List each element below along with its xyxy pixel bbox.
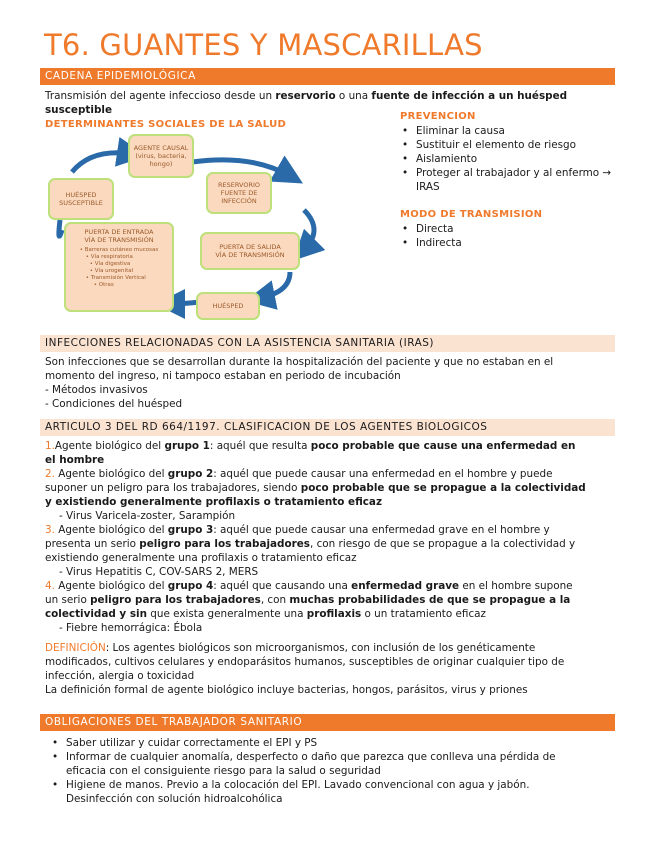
list-item: • Informar de cualquier anomalía, desperfecto o daño que parezca que conlleva una pérdida de eficacia con el consiguiente riesgo para la salud o seguridad (50, 750, 620, 778)
page-title: T6. GUANTES Y MASCARILLAS (44, 28, 483, 62)
list-item: • Eliminar la causa (400, 124, 611, 138)
obligaciones-list (50, 736, 620, 806)
grupo-3: 3. Agente biológico del grupo 3: aquél que puede causar una enfermedad grave en el hombre y (45, 524, 550, 536)
iras-body: Son infecciones que se desarrollan durante la hospitalización del paciente y que no estaban en el momento del ingreso, ni tampoco estaban en periodo de incubación - Métodos invasivos - Condiciones del huésped (45, 356, 554, 410)
list-item: • Indirecta (400, 236, 611, 250)
diagram-box-huesped: HUÉSPED (196, 292, 260, 320)
section-header-articulo: ARTICULO 3 DEL RD 664/1197. CLASIFICACION DE LOS AGENTES BIOLOGICOS (40, 419, 615, 436)
grupo-4: 4. Agente biológico del grupo 4: aquél que causando una enfermedad grave en el hombre supone (45, 580, 573, 592)
diagram-box-puerta-entrada: PUERTA DE ENTRADA VÍA DE TRANSMISIÓN • Barreras cutáneo mucosas • Vía respiratoria • Vía digestiva • Vía urogenital • Transmisión Vertical • Otras (64, 222, 174, 312)
section-header-obligaciones: OBLIGACIONES DEL TRABAJADOR SANITARIO (40, 714, 615, 731)
grupo-1: 1.Agente biológico del grupo 1: aquél que resulta poco probable que cause una enfermedad en (45, 440, 576, 452)
modo-list (400, 222, 611, 250)
obligaciones-body (50, 736, 620, 806)
list-item: • Aislamiento (400, 152, 611, 166)
list-item: • Higiene de manos. Previo a la colocación del EPI. Lavado convencional con agua y jabón. Desinfección con solución hidroalcohólica (50, 778, 620, 806)
list-item: • Saber utilizar y cuidar correctamente el EPI y PS (50, 736, 620, 750)
diagram-box-huesped-susceptible: HUÉSPED SUSCEPTIBLE (48, 178, 114, 220)
determinantes-heading: DETERMINANTES SOCIALES DE LA SALUD (45, 119, 287, 130)
list-item: • Directa (400, 222, 611, 236)
definicion: DEFINICIÓN: Los agentes biológicos son microorganismos, con inclusión de los genéticamente (45, 642, 536, 654)
section-header-cadena: CADENA EPIDEMIOLÓGICA (40, 68, 615, 85)
grupo-2: 2. Agente biológico del grupo 2: aquél que puede causar una enfermedad en el hombre y puede (45, 468, 553, 480)
list-item: • Sustituir el elemento de riesgo (400, 138, 611, 152)
prevencion-continuation: IRAS (416, 181, 440, 193)
diagram-box-agente: AGENTE CAUSAL (virus, bacteria, hongo) (128, 134, 194, 178)
cadena-intro: Transmisión del agente infeccioso desde un reservorio o una fuente de infección a un huésped susceptible (45, 90, 568, 116)
prevencion-heading: PREVENCION (400, 111, 476, 122)
diagram-box-reservorio: RESERVORIO FUENTE DE INFECCIÓN (206, 172, 272, 214)
prevencion-panel (400, 110, 611, 250)
diagram-box-puerta-salida: PUERTA DE SALIDA VÍA DE TRANSMISIÓN (200, 232, 300, 270)
prevencion-list (400, 124, 611, 180)
section-header-iras: INFECCIONES RELACIONADAS CON LA ASISTENCIA SANITARIA (IRAS) (40, 335, 615, 352)
list-item: • Proteger al trabajador y al enfermo → (400, 166, 611, 180)
clasificacion-body: 1.Agente biológico del grupo 1: aquél que resulta poco probable que cause una enfermedad en el hombre 2. Agente biológico del grupo 2: aquél que puede causar una enfermedad en el hombre y puede suponer un peligro para los trabajadores, siendo poco probable que se propague a la colectividad y existiendo generalmente profilaxis o tratamiento eficaz - Virus Varicela-zoster, Sarampión 3. Agente biológico del grupo 3: aquél que puede causar una enfermedad grave en el hombre y presenta un serio peligro para los trabajadores, con riesgo de que se propague a la colectividad y existiendo generalmente una profilaxis o tratamiento eficaz - Virus Hepatitis C, COV-SARS 2, MERS 4. Agente biológico del grupo 4: aquél que causando una enfermedad grave en el hombre supone un serio peligro para los trabajadores, con muchas probabilidades de que se propague a la colectividad y sin que exista generalmente una profilaxis o un tratamiento eficaz - Fiebre hemorrágica: Ébola DEFINICIÓN: Los agentes biológicos son microorganismos, con inclusión de los genéticamente modificados, cultivos celulares y endoparásitos humanos, susceptibles de originar cualquier tipo de infección, alergia o toxicidad La definición formal de agente biológico incluye bacterias, hongos, parásitos, virus y priones (45, 439, 615, 697)
epidemiological-chain-diagram (42, 132, 342, 332)
modo-heading: MODO DE TRANSMISION (400, 209, 543, 220)
